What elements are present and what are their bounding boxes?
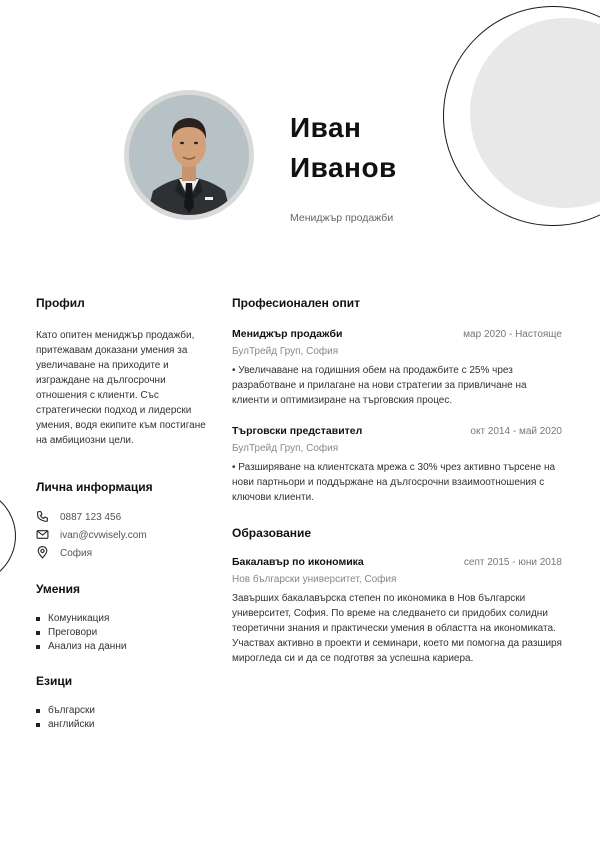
job-description: • Увеличаване на годишния обем на продажбите с 25% чрез разработване и прилагане на нови стратегии за привличане на клиенти и оптимизиране на търговския процес. bbox=[232, 365, 527, 406]
skill-item: Комуникация bbox=[36, 612, 206, 626]
decorative-ring-top-right bbox=[443, 6, 600, 226]
experience-heading: Професионален опит bbox=[232, 296, 360, 310]
profile-heading: Профил bbox=[36, 296, 85, 310]
job-title-subtitle: Мениджър продажби bbox=[290, 212, 394, 224]
left-column bbox=[36, 296, 206, 730]
decorative-ring-left bbox=[0, 488, 16, 584]
location-city: София bbox=[60, 547, 93, 559]
contact-heading: Лична информация bbox=[36, 480, 153, 494]
languages-section bbox=[36, 674, 206, 732]
job-dates: мар 2020 - Настояще bbox=[463, 329, 562, 340]
education-description: Завърших бакалавърска степен по икономика в Нов български университет, София. По време на следването си придобих солидни теоретични знания и практически умения в областта на икономиката. Участвах активно в проекти и семинари, което ми помогна да разширя мирогледа си и да се подготвя за успешна кариера. bbox=[232, 593, 562, 664]
education-heading: Образование bbox=[232, 526, 312, 540]
education-entry bbox=[232, 556, 562, 666]
job-entry bbox=[232, 425, 562, 505]
profile-photo bbox=[129, 95, 249, 215]
university: Нов български университет, София bbox=[232, 574, 397, 585]
skill-item: Анализ на данни bbox=[36, 640, 206, 654]
profile-photo-frame bbox=[124, 90, 254, 220]
skills-list bbox=[36, 612, 206, 654]
contact-location bbox=[36, 544, 206, 562]
skill-item: Преговори bbox=[36, 626, 206, 640]
languages-heading: Езици bbox=[36, 674, 73, 688]
profile-text: Като опитен мениджър продажби, притежавам доказани умения за увеличаване на приходите и изграждане на дългосрочни отношения с клиенти. Със стратегически подход и лидерски умения, водя екипите към постигане на амбициозни цели. bbox=[36, 330, 206, 446]
phone-number: 0887 123 456 bbox=[60, 511, 122, 523]
language-item: английски bbox=[36, 718, 206, 732]
right-column bbox=[232, 296, 562, 664]
job-company: БулТрейд Груп, София bbox=[232, 346, 339, 357]
first-name: Иван bbox=[290, 112, 362, 143]
contact-phone bbox=[36, 508, 206, 526]
job-company: БулТрейд Груп, София bbox=[232, 443, 339, 454]
job-description: • Разширяване на клиентската мрежа с 30% чрез активно търсене на нови партньори и поддържане на дългосрочни взаимоотношения с ключови клиенти. bbox=[232, 462, 556, 503]
last-name: Иванов bbox=[290, 152, 397, 183]
envelope-icon bbox=[36, 528, 50, 542]
contact-email bbox=[36, 526, 206, 544]
degree-title: Бакалавър по икономика bbox=[232, 556, 364, 568]
job-title: Мениджър продажби bbox=[232, 328, 343, 340]
language-item: български bbox=[36, 704, 206, 718]
contact-section bbox=[36, 480, 206, 562]
skills-heading: Умения bbox=[36, 582, 81, 596]
job-dates: окт 2014 - май 2020 bbox=[470, 426, 562, 437]
education-dates: септ 2015 - юни 2018 bbox=[463, 557, 562, 568]
profile-section bbox=[36, 296, 206, 448]
skills-section bbox=[36, 582, 206, 654]
phone-icon bbox=[36, 510, 50, 524]
languages-list bbox=[36, 704, 206, 732]
job-title: Търговски представител bbox=[232, 425, 363, 437]
location-pin-icon bbox=[36, 546, 50, 560]
email-address[interactable]: ivan@cvwisely.com bbox=[60, 529, 147, 541]
job-entry bbox=[232, 328, 562, 408]
full-name bbox=[290, 108, 397, 188]
